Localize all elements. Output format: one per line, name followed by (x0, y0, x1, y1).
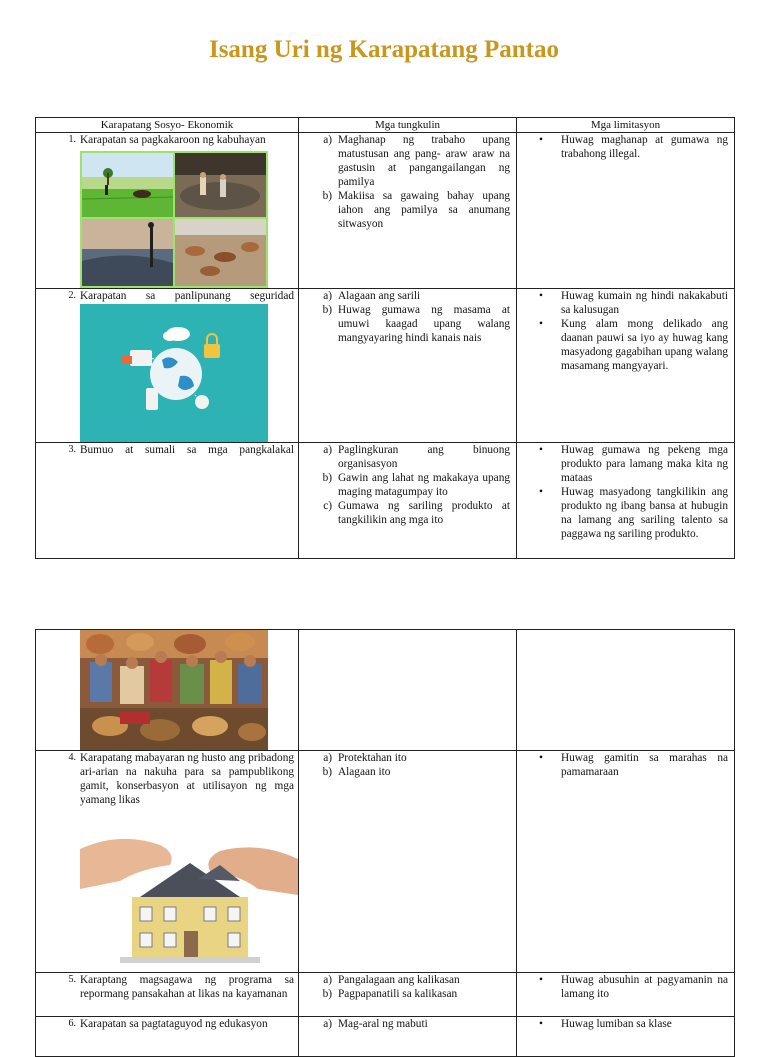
limits-cell (517, 133, 735, 289)
limit-item: • Kung alam mong delikado ang daanan pauwi sa iyo ay huwag kang masyadong gagabihan upang walang masamang mangyayari. (539, 318, 728, 372)
duty-item: b) Gawin ang lahat ng makakaya upang maging matagumpay ito (322, 472, 510, 498)
duty-item: a) Mag-aral ng mabuti (323, 1018, 428, 1030)
row-number: 2. (68, 290, 76, 301)
limit-item: • Huwag gamitin sa marahas na pamamaraan (539, 752, 728, 778)
duties-cell (299, 443, 517, 559)
right-text: Bumuo at sumali sa mga pangkalakal (80, 444, 294, 456)
limits-cell (517, 289, 735, 443)
right-text: Karapatan sa pagkakaroon ng kabuhayan (80, 134, 266, 146)
duties-cell (299, 973, 517, 1017)
limit-item: • Huwag masyadong tangkilikin ang produkto ng ibang bansa at hubugin na lamang ang sariling talento sa paggawa ng sariling produkto. (539, 486, 728, 540)
limits-cell (517, 1017, 735, 1057)
image-cell (36, 630, 299, 751)
page-title: Isang Uri ng Karapatang Pantao (208, 36, 560, 63)
duty-item: a) Pangalagaan ang kalikasan (323, 974, 460, 986)
row-number: 5. (68, 974, 76, 985)
rights-table-1 (35, 117, 735, 559)
table-row (36, 973, 735, 1017)
right-text: Karapatang mabayaran ng husto ang pribadong ari-arian na nakuha para sa pampublikong gamit, konserbasyon at utilisayon ng mga yamang likas (80, 752, 294, 806)
limit-item: • Huwag gumawa ng pekeng mga produkto para lamang maka kita ng mataas (539, 444, 728, 484)
table-row (36, 630, 735, 751)
row-number: 4. (68, 752, 76, 763)
table-header-row (36, 118, 735, 133)
limit-item: • Huwag lumiban sa klase (539, 1018, 672, 1030)
limit-item: • Huwag abusuhin at pagyamanin na lamang ito (539, 974, 728, 1000)
right-cell (36, 751, 299, 973)
right-cell (36, 133, 299, 289)
duty-item: c) Gumawa ng sariling produkto at tangkilikin ang mga ito (323, 500, 510, 526)
empty-cell (299, 630, 517, 751)
market-painting (80, 630, 268, 750)
table-row (36, 751, 735, 973)
duties-cell (299, 751, 517, 973)
right-cell (36, 973, 299, 1017)
header-limitasyon: Mga limitasyon (517, 118, 735, 133)
table-row (36, 133, 735, 289)
duty-item: a) Alagaan ang sarili (323, 290, 421, 302)
table-row (36, 443, 735, 559)
row-number: 6. (68, 1018, 76, 1029)
header-karapatan: Karapatang Sosyo- Ekonomik (36, 118, 299, 133)
duty-item: b) Pagpapanatili sa kalikasan (322, 988, 458, 1000)
right-text: Karaptang magsagawa ng programa sa repormang pansakahan at likas na kayamanan (80, 974, 294, 1000)
rights-table-2 (35, 629, 735, 1057)
hands-house-photo (80, 819, 298, 969)
limit-item: • Huwag kumain ng hindi nakakabuti sa kalusugan (539, 290, 728, 316)
duty-item: a) Paglingkuran ang binuong organisasyon (323, 444, 510, 470)
limits-cell (517, 973, 735, 1017)
right-cell (36, 1017, 299, 1057)
right-cell (36, 443, 299, 559)
right-text: Karapatan sa pagtataguyod ng edukasyon (80, 1018, 268, 1030)
duty-item: b) Huwag gumawa ng masama at umuwi kaagad upang walang mangyayaring hindi kanais nais (322, 304, 510, 344)
limit-item: • Huwag maghanap at gumawa ng trabahong illegal. (539, 134, 728, 160)
limits-cell (517, 443, 735, 559)
duty-item: a) Maghanap ng trabaho upang matustusan ang pang- araw araw na gastusin at pangangailangan ng pamilya (323, 134, 510, 188)
right-text: Karapatan sa panlipunang seguridad (80, 290, 294, 302)
duty-item: a) Protektahan ito (323, 752, 407, 764)
header-tungkulin: Mga tungkulin (299, 118, 517, 133)
duties-cell (299, 1017, 517, 1057)
row-number: 1. (68, 134, 76, 145)
empty-cell (517, 630, 735, 751)
right-cell (36, 289, 299, 443)
table-row (36, 1017, 735, 1057)
duties-cell (299, 133, 517, 289)
limits-cell (517, 751, 735, 973)
table-row (36, 289, 735, 443)
social-security-globe-illustration (80, 304, 268, 442)
livelihood-collage-photo (80, 151, 268, 288)
duty-item: b) Makiisa sa gawaing bahay upang iahon ang pamilya sa anumang sitwasyon (322, 190, 510, 230)
duties-cell (299, 289, 517, 443)
row-number: 3. (68, 444, 76, 455)
duty-item: b) Alagaan ito (322, 766, 391, 778)
